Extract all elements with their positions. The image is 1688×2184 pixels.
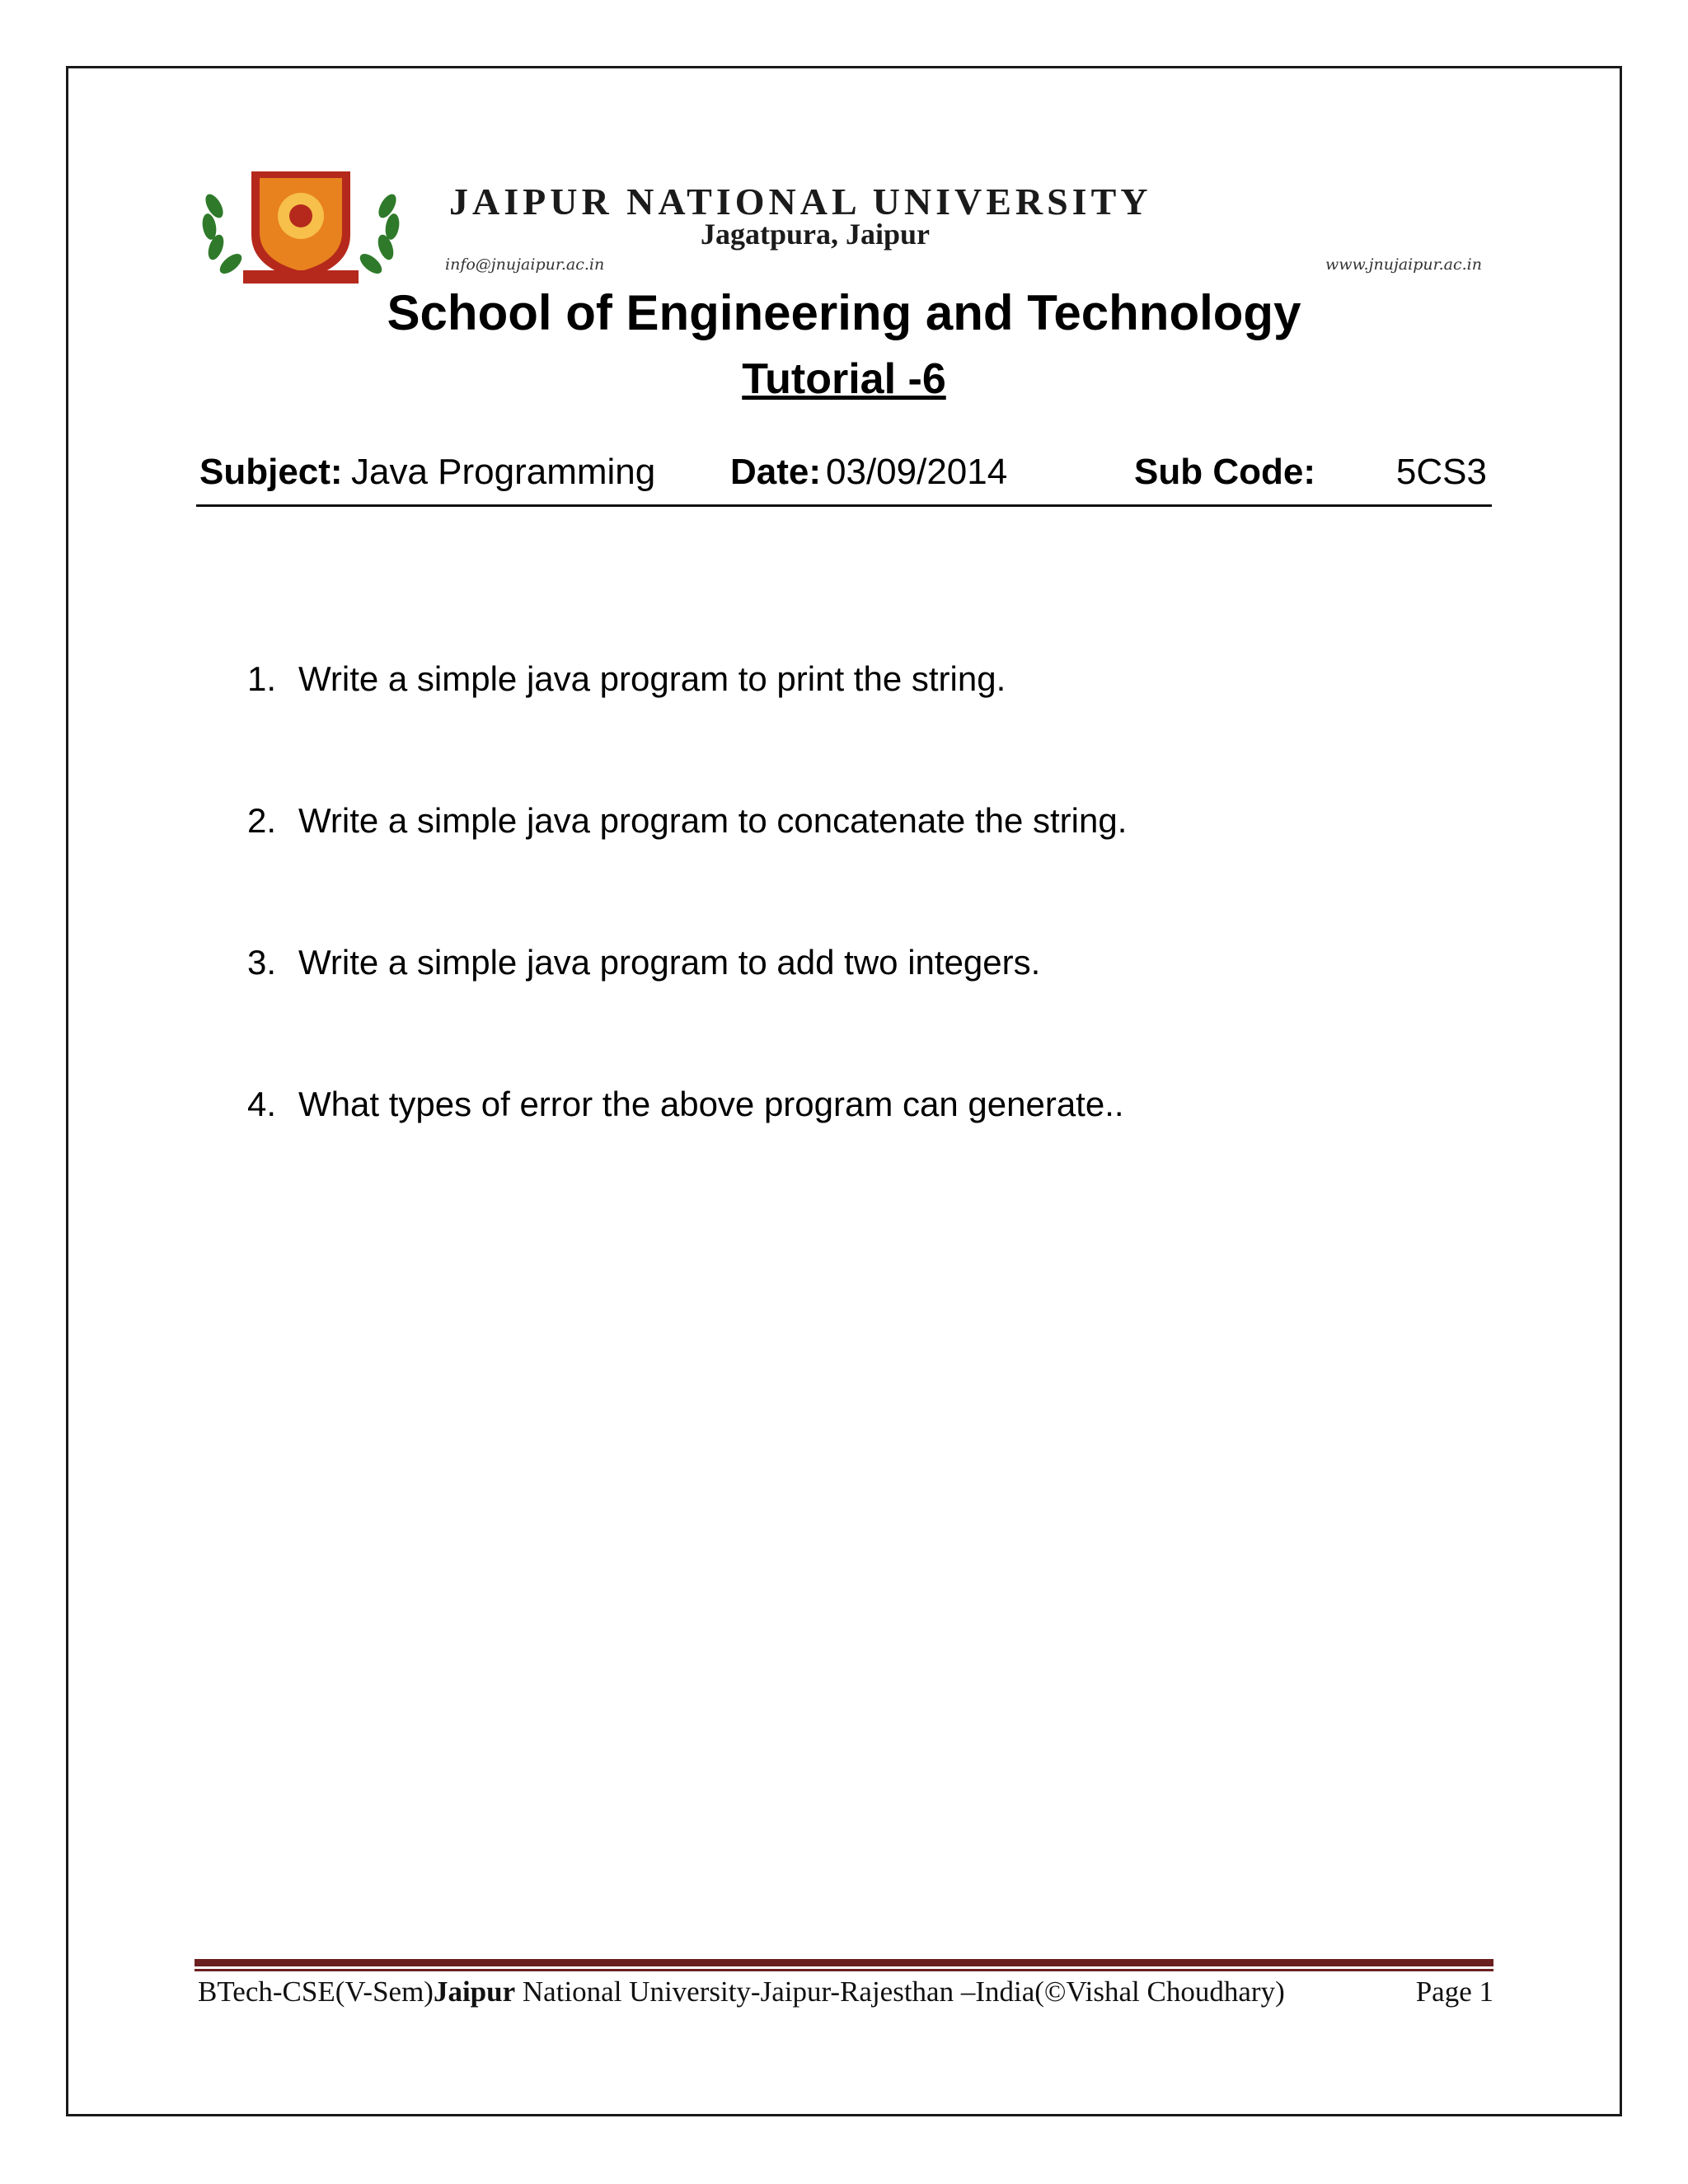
question-text: Write a simple java program to concatenate the string.	[298, 801, 1128, 840]
question-item	[247, 659, 1484, 801]
question-number: 4.	[247, 1085, 277, 1123]
university-location: Jagatpura, Jaipur	[701, 218, 931, 251]
question-text: Write a simple java program to print the string.	[298, 659, 1006, 698]
sub-code-value: 5CS3	[1395, 452, 1487, 492]
question-text: What types of error the above program can generate..	[298, 1085, 1124, 1123]
university-name: JAIPUR NATIONAL UNIVERSITY	[449, 180, 1152, 223]
question-list	[247, 659, 1484, 1226]
school-title: School of Engineering and Technology	[387, 285, 1301, 340]
university-website: www.jnujaipur.ac.in	[1325, 255, 1482, 274]
question-item	[247, 801, 1484, 943]
university-emblem-logo	[198, 165, 404, 288]
page-footer	[198, 1975, 1493, 2008]
sub-code-label: Sub Code:	[1134, 452, 1315, 492]
footer-bold-jaipur: Jaipur	[433, 1975, 516, 2008]
footer-course: BTech-CSE(V-Sem)	[198, 1975, 434, 2008]
subject-label: Subject:	[199, 452, 343, 492]
footer-rule-thin	[195, 1969, 1493, 1971]
course-info-row	[196, 445, 1492, 507]
date-label: Date:	[730, 452, 822, 492]
footer-rule-thick	[195, 1959, 1493, 1966]
tutorial-title: Tutorial -6	[742, 355, 946, 403]
question-number: 2.	[247, 801, 277, 840]
subject-value: Java Programming	[351, 452, 656, 492]
question-number: 3.	[247, 943, 277, 982]
question-item	[247, 1085, 1484, 1226]
question-item	[247, 943, 1484, 1085]
university-email: info@jnujaipur.ac.in	[445, 255, 605, 274]
question-text: Write a simple java program to add two integers.	[298, 943, 1041, 982]
page-number: Page 1	[1415, 1975, 1493, 2008]
question-number: 1.	[247, 659, 277, 698]
footer-credit: National University-Jaipur-Rajesthan –India(©Vishal Choudhary)	[515, 1975, 1285, 2008]
date-value: 03/09/2014	[826, 452, 1008, 492]
letterhead	[198, 165, 1492, 288]
